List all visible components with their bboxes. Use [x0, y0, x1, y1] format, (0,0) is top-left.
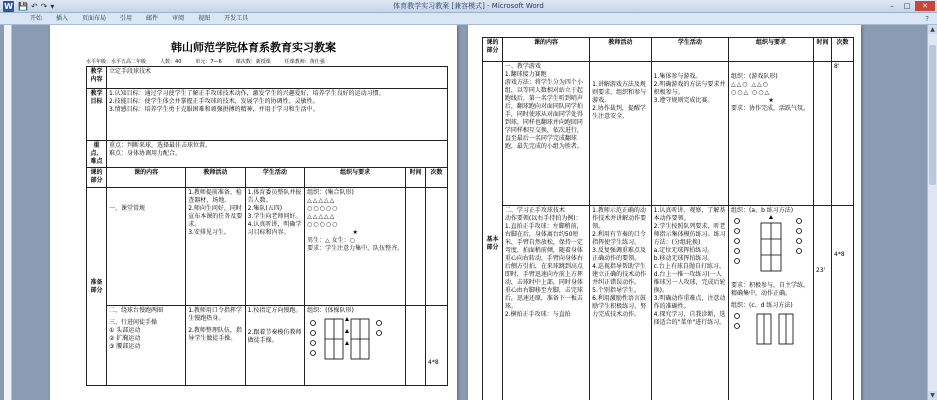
vertical-ruler	[4, 25, 12, 400]
tab-references[interactable]: 引用	[120, 14, 133, 22]
part-label-basic: 基本部分	[483, 62, 503, 400]
hdr-times: 次数	[426, 168, 448, 188]
times-warmup[interactable]	[426, 306, 448, 386]
hdr-time: 时间	[406, 168, 426, 188]
hdr-content-2: 课的内容	[502, 38, 589, 62]
skill-title: 二、学习正手攻球技术	[504, 207, 565, 214]
document-page-1[interactable]	[50, 25, 457, 400]
teacher-game-2: 2.协作裁判，提醒学生注意安全。	[592, 105, 646, 120]
teacher-skill-6: 6.利用激励性语言鼓励学生积极练习，努力完成技术动作。	[592, 295, 647, 318]
redo-icon[interactable]: ↷	[40, 2, 48, 11]
formation-row-2: ○○○○○	[307, 205, 339, 212]
hdr-org: 组织与要求	[305, 168, 406, 188]
teacher-skill-1: 1.教师示范正确的动作技术并讲解动作要领。	[592, 207, 647, 230]
hdr-teacher-2: 教师活动	[590, 38, 652, 62]
teacher-warmup[interactable]	[186, 306, 245, 386]
lesson-plan-table	[86, 66, 448, 386]
title-bar	[0, 0, 937, 13]
tab-view[interactable]: 视图	[198, 14, 211, 22]
student-skill-a: a.定位无球挥拍练习。	[653, 247, 714, 254]
formation-row-1: △△△△△	[307, 197, 336, 204]
window-title: 体育教学实习教案 [兼容模式] - Microsoft Word	[393, 2, 544, 10]
content-skill[interactable]	[502, 206, 589, 400]
goal-cognitive: 1.认知目标：通过学习使学生了解正手攻球技术动作，激发学生的兴趣爱好，培养学生良好的运动习惯。	[108, 90, 385, 97]
teacher-skill-2: 2.利用有节奏的口令指挥使学生练习。	[592, 231, 646, 246]
content-label: 教学内容	[87, 67, 107, 89]
org-game[interactable]	[729, 62, 814, 206]
student-step-3: 3.学生向老师问好。	[247, 213, 302, 220]
time-routine[interactable]	[406, 188, 426, 306]
teacher-skill-4: 4.巡视指导帮助学生建立正确的技术动作并纠正错误动作。	[592, 263, 647, 286]
scroll-down-icon[interactable]: ▼	[928, 391, 937, 400]
hdr-times-2: 次数	[832, 38, 854, 62]
student-skill-c: c.台上有球自抛自打练习。	[653, 263, 725, 270]
hdr-part: 课的部分	[87, 168, 107, 188]
student-run: 1.按指定方向慢跑。	[247, 307, 302, 314]
lesson-plan-table-continued	[482, 37, 854, 400]
tab-home[interactable]: 开始	[30, 14, 43, 22]
meta-teacher: 任课教师：黄仕强	[284, 59, 325, 65]
goal-skill: 2.技能目标：使学生体会并掌握正手攻球的技术，发展学生的协调性、灵敏性。	[108, 98, 319, 105]
drill-chest: ② 扩胸运动	[108, 335, 141, 342]
org-game-requirement: 要求：协作完成，活跃气氛。	[731, 105, 810, 112]
skill-ab-diagram	[731, 215, 811, 279]
drill-title: 三、行进间徒手操	[108, 319, 157, 326]
student-routine[interactable]	[245, 188, 304, 306]
key-point: 重点：判断来球，选择最佳击球位置。	[108, 142, 211, 149]
teacher-step-1: 1.教师提前准备、检查器材、场地。	[188, 189, 242, 204]
drill-head: ① 头部运动	[108, 327, 141, 334]
word-app-icon[interactable]: W	[4, 2, 13, 11]
customize-qat-icon[interactable]: ▾	[50, 2, 55, 11]
formation-row-4: ○○○○○	[307, 221, 339, 228]
teacher-step-2: 2.师向生问好，同时宣布本课的任务及要求。	[188, 205, 243, 228]
student-warmup[interactable]	[245, 306, 304, 386]
content-warmup[interactable]	[106, 306, 185, 386]
game-name: 1.翻球接力赛跑	[504, 71, 547, 78]
student-skill-3: 3.明确动作重难点，注意动作的准确性。	[653, 295, 726, 310]
formation-legend: 男生：△ 女生：○	[307, 237, 355, 244]
student-skill-b: b.移动无球挥拍练习。	[653, 255, 714, 262]
student-skill-4: 4.探究学习，自我诊断，选择适合的"菜单"进行练习。	[653, 311, 726, 326]
org-skill-title: 组织：(a、b 练习方法)	[731, 207, 794, 214]
student-game[interactable]	[651, 62, 728, 206]
content-value[interactable]: 立定手段球技术	[106, 67, 447, 89]
skill-rep: 4*8	[834, 251, 845, 258]
save-icon[interactable]: 💾	[18, 2, 28, 11]
student-game-3: 3.遵守规则完成比赛。	[653, 97, 714, 104]
meta-grade: 水平年级：水平五高二年级	[86, 59, 147, 65]
meta-count: 人数：40	[160, 59, 182, 65]
game-description: 游戏方法：将学生分为四个小组，以等同人数相对站立于起跑线后，第一名学生听到哨声后，翻球跑向对面同队同学拍手，同时使球从对面同学处得到球，同样也翻球并向跑回同学同样相互交换，依次进行，直至最后一名同学完成翻球跑，最先完成的小组为胜者。	[504, 79, 583, 150]
game-formation-row-1: △△○ △△○	[731, 81, 769, 88]
org-skill-requirement: 要求：积极参与，自主学练，精确集中，动作正确。	[731, 282, 810, 297]
org-routine[interactable]	[305, 188, 406, 306]
warmup-rep: 4*8	[428, 359, 439, 366]
skill-time: 23'	[816, 267, 826, 274]
game-formation-row-2: ○○△ ○○△	[731, 89, 771, 96]
part-label-prep: 准备部分	[87, 188, 107, 386]
student-step-1: 1.体育委员整队并报告人数。	[247, 189, 302, 204]
student-skill-d: d.台上一推一攻练习(一人推球另一人攻球，完成后轮换)。	[653, 271, 726, 294]
skill-subtitle: 动作要领(以右手持拍为例)：	[504, 215, 582, 222]
hdr-teacher: 教师活动	[186, 168, 245, 188]
student-skill[interactable]	[651, 206, 728, 400]
maximize-button[interactable]: □	[903, 2, 911, 10]
meta-unit: 单元：7—6	[195, 59, 222, 65]
student-skill-1: 1.认真听讲、观察，了解基本动作要领。	[653, 207, 726, 222]
teacher-step-3: 3.安排见习生。	[188, 229, 230, 236]
student-game-1: 1.集体参与游戏。	[653, 73, 702, 80]
teacher-skill-3: 3.反复强调重难点及正确动作的要领。	[592, 247, 646, 262]
gym-formation-diagram	[307, 315, 403, 373]
goal-label: 教学目标	[87, 89, 107, 141]
teacher-game[interactable]	[590, 62, 652, 206]
time-game[interactable]	[814, 62, 832, 206]
close-button[interactable]: ✕	[915, 1, 935, 11]
times-skill[interactable]	[832, 206, 854, 400]
hdr-org-2: 组织与要求	[729, 38, 814, 62]
key-label: 重点、难点	[87, 141, 107, 168]
tab-review[interactable]: 审阅	[172, 14, 185, 22]
content-game[interactable]	[502, 62, 589, 206]
minimize-button[interactable]: –	[890, 2, 894, 10]
tab-mailings[interactable]: 邮件	[146, 14, 159, 22]
student-drill: 2.跟着节奏模仿教师做徒手操。	[247, 329, 302, 344]
goal-cell[interactable]	[106, 89, 447, 141]
window-controls	[885, 1, 935, 11]
org-skill[interactable]	[729, 206, 814, 400]
skill-shakehand: 2.横拍正手攻球：与直拍	[504, 311, 571, 318]
routine-title: 一、课堂常规	[108, 205, 145, 212]
skill-cd-diagram	[731, 310, 811, 350]
org-warmup[interactable]	[305, 306, 406, 386]
teacher-drill: 2.教师整理队伍，指导学生做徒手操。	[188, 327, 242, 342]
game-star-icon: ★	[768, 97, 774, 104]
help-icon[interactable]: ?	[925, 15, 929, 23]
tab-developer[interactable]: 开发工具	[224, 14, 249, 22]
time-warmup[interactable]	[406, 306, 426, 386]
goal-emotion: 3.情感目标：培养学生勇于克服困难和顽强拼搏的精神，并用于学习和生活中。	[108, 106, 319, 113]
teacher-star-icon: ★	[352, 229, 358, 236]
student-game-2: 2.明确游戏的方法与要求并积极参与。	[653, 81, 726, 96]
game-title: 一、教学游戏	[504, 63, 541, 70]
content-routine[interactable]	[106, 188, 185, 306]
org-skill-title-2: 组织：(c、d 练习方法)	[731, 302, 793, 309]
doc-title: 韩山师范学院体育系教育实习教案	[171, 41, 336, 54]
org-gym-title: 组织：(体操队形)	[307, 307, 354, 314]
warmup-run-title: 二、绕球台慢跑两圈	[108, 307, 163, 314]
times-game[interactable]	[832, 62, 854, 206]
org-requirement: 要求：学生注意力集中，队伍整齐。	[307, 245, 404, 252]
undo-icon[interactable]: ↶	[30, 2, 38, 11]
teacher-game-1: 1.讲解游戏方法及规则要求，组织和参与游戏。	[592, 81, 647, 104]
org-game-title: 组织：(游戏队形)	[731, 73, 778, 80]
hdr-part-2: 课的部分	[483, 38, 503, 62]
lesson-meta	[86, 58, 325, 65]
drill-waist: ③ 腰部运动	[108, 343, 141, 350]
teacher-run: 1.教师用口令指挥学生慢跑热身。	[188, 307, 242, 322]
scroll-up-icon[interactable]: ▲	[928, 25, 937, 34]
tab-page-layout[interactable]: 页面布局	[82, 14, 107, 22]
hdr-student-2: 学生活动	[651, 38, 728, 62]
difficulty-point: 难点：身体协调用力配合。	[108, 150, 181, 157]
formation-row-3: △△△△△	[307, 213, 336, 220]
time-skill[interactable]	[814, 206, 832, 400]
scroll-thumb[interactable]	[929, 45, 936, 185]
teacher-skill[interactable]	[590, 206, 652, 400]
hdr-content: 课的内容	[106, 168, 185, 188]
skill-penhold: 1.直拍正手攻球：左脚稍前，右脚在后，身体离台约50厘米，手臂自然放松，保持一定弯度，拍面稍前倾，随着身体重心向右转动，手臂向身体右后侧方引拍，在来球跳到高点即时，手臂迅速向左前上方挥动，击球时中上部，同时身体重心由右脚移至左脚，击完球后，迅速还原，准备下一板击球。	[504, 223, 583, 310]
org-formation-title: 组织：(集合队形)	[307, 189, 354, 196]
teacher-skill-5: 5.个别指导学生。	[592, 287, 640, 294]
teacher-routine[interactable]	[186, 188, 245, 306]
hdr-student: 学生活动	[245, 168, 304, 188]
document-workarea	[0, 25, 937, 400]
vertical-scrollbar[interactable]	[927, 25, 937, 400]
times-routine[interactable]	[426, 188, 448, 306]
meta-lesson-type: 课次数：新授课	[235, 59, 271, 65]
hdr-time-2: 时间	[814, 38, 832, 62]
game-time: 8'	[834, 63, 840, 70]
student-step-2: 2.集队(五四)	[247, 205, 283, 212]
student-step-4: 4.认真听讲，明确学习目标和内容。	[247, 221, 302, 236]
ribbon-tabs	[0, 13, 937, 25]
tab-insert[interactable]: 插入	[56, 14, 69, 22]
student-skill-2: 2.学生按照队列要求，听老师指示集体模仿练习。练习方法：(分组轮换)	[653, 223, 726, 246]
key-cell[interactable]	[106, 141, 447, 168]
document-page-2[interactable]	[468, 25, 861, 400]
